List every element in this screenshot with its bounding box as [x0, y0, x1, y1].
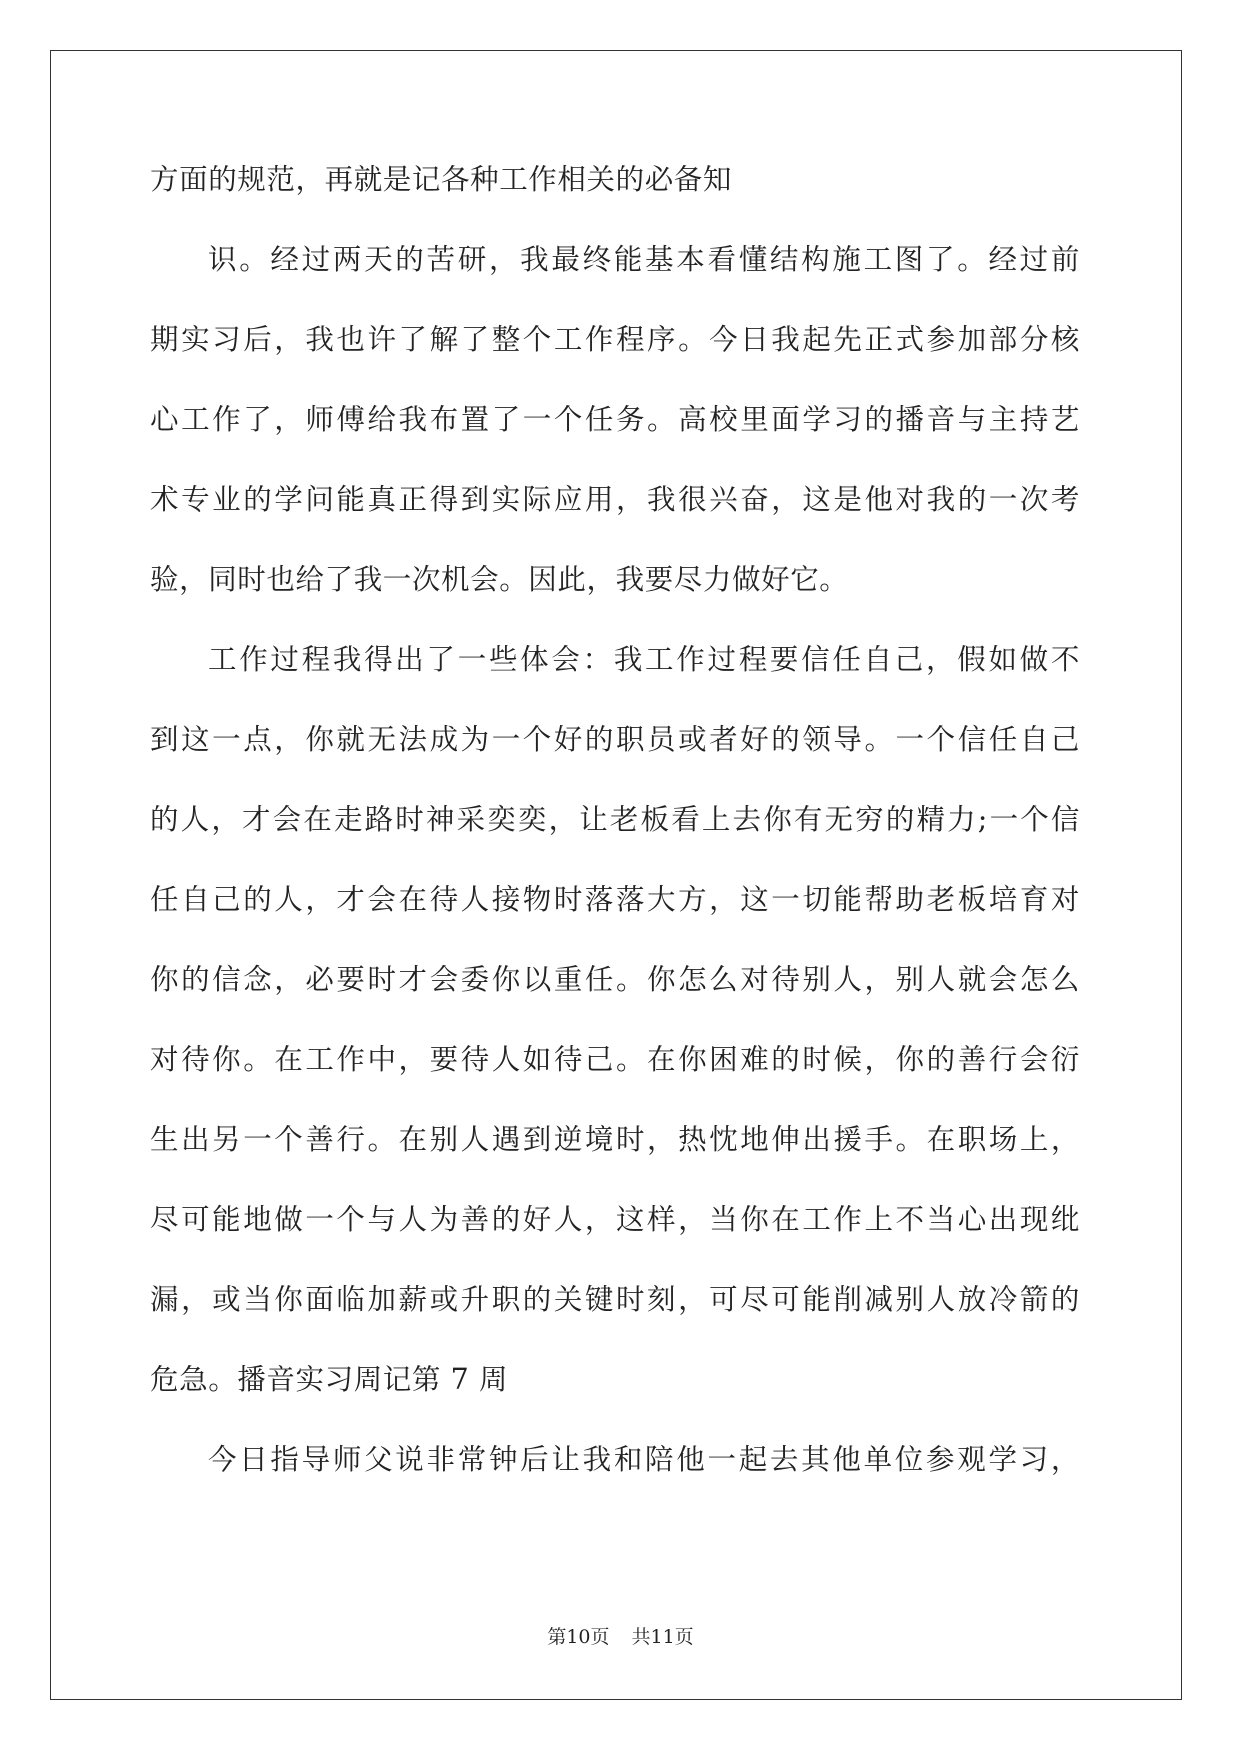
text-line: 方面的规范，再就是记各种工作相关的必备知	[150, 163, 733, 196]
text-line: 识。经过两天的苦研，我最终能基本看懂结构施工图了。经过前	[208, 243, 1080, 276]
text-line: 术专业的学问能真正得到实际应用，我很兴奋，这是他对我的一次考	[150, 483, 1080, 516]
text-line: 任自己的人，才会在待人接物时落落大方，这一切能帮助老板培育对	[150, 883, 1080, 916]
text-line: 危急。播音实习周记第 7 周	[150, 1363, 509, 1396]
text-line: 尽可能地做一个与人为善的好人，这样，当你在工作上不当心出现纰	[150, 1203, 1080, 1236]
text-line: 你的信念，必要时才会委你以重任。你怎么对待别人，别人就会怎么	[150, 963, 1080, 996]
text-line: 验，同时也给了我一次机会。因此，我要尽力做好它。	[150, 563, 849, 596]
text-line: 期实习后，我也许了解了整个工作程序。今日我起先正式参加部分核	[150, 323, 1080, 356]
text-line: 对待你。在工作中，要待人如待己。在你困难的时候，你的善行会衍	[150, 1043, 1080, 1076]
text-line: 到这一点，你就无法成为一个好的职员或者好的领导。一个信任自己	[150, 723, 1080, 756]
text-line: 生出另一个善行。在别人遇到逆境时，热忱地伸出援手。在职场上，	[150, 1123, 1080, 1156]
text-line: 今日指导师父说非常钟后让我和陪他一起去其他单位参观学习，	[208, 1443, 1080, 1476]
text-line: 心工作了，师傅给我布置了一个任务。高校里面学习的播音与主持艺	[150, 403, 1080, 436]
text-line: 漏，或当你面临加薪或升职的关键时刻，可尽可能削减别人放冷箭的	[150, 1283, 1080, 1316]
page-footer	[0, 1622, 1241, 1649]
page-total: 共11页	[631, 1626, 694, 1648]
text-line: 工作过程我得出了一些体会：我工作过程要信任自己，假如做不	[208, 643, 1080, 676]
page-number: 第10页	[547, 1626, 610, 1648]
document-body	[150, 160, 1080, 1520]
text-line: 的人，才会在走路时神采奕奕，让老板看上去你有无穷的精力;一个信	[150, 803, 1080, 836]
